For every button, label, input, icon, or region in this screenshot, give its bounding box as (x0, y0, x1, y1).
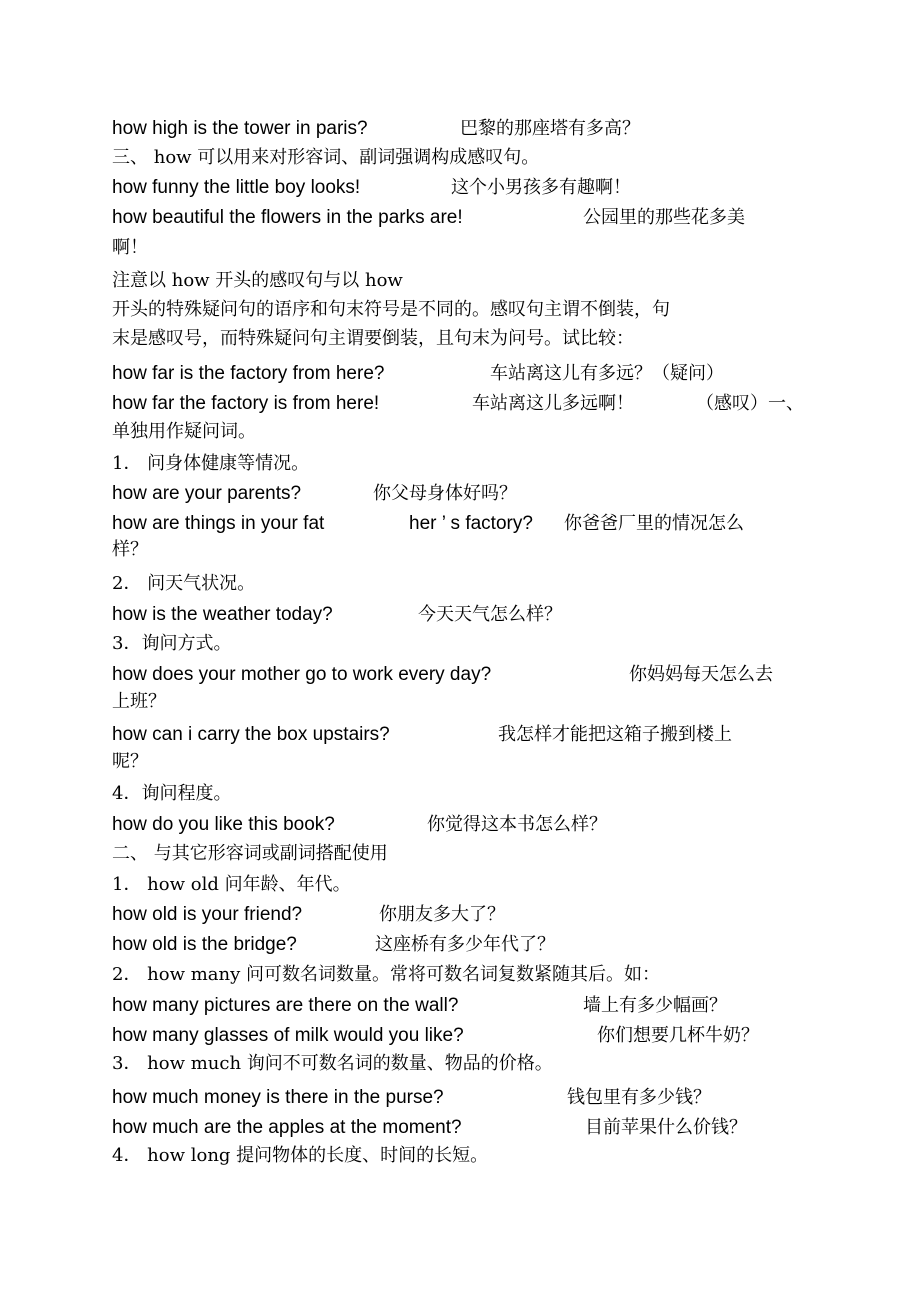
chinese-translation: 你父母身体好吗？ (373, 483, 517, 504)
example-line (112, 1085, 711, 1111)
english-sentence: how are your parents? (112, 483, 302, 504)
text-line: 呢？ (112, 751, 148, 772)
chinese-translation: 你们想要几杯牛奶？ (597, 1025, 759, 1046)
numbered-heading: 4．询问程度。 (112, 783, 232, 804)
example-line (112, 902, 505, 928)
section-heading: 二、 与其它形容词或副词搭配使用 (112, 843, 388, 864)
numbered-heading: 2． 问天气状况。 (112, 573, 256, 594)
text-line: 单独用作疑问词。 (112, 421, 256, 442)
chinese-translation: 我怎样才能把这箱子搬到楼上 (498, 724, 732, 745)
chinese-translation: 车站离这儿多远啊！ (472, 393, 634, 414)
chinese-translation: 这个小男孩多有趣啊！ (451, 177, 631, 198)
example-line (112, 391, 804, 417)
chinese-translation: 公园里的那些花多美 (583, 207, 745, 228)
numbered-heading: 1． 问身体健康等情况。 (112, 453, 310, 474)
text-line: 注意以 how 开头的感叹句与以 how (112, 270, 403, 291)
example-line (112, 511, 744, 537)
english-sentence: how old is the bridge? (112, 934, 297, 955)
english-sentence: how much are the apples at the moment? (112, 1117, 462, 1138)
numbered-heading: 1． how old 问年龄、年代。 (112, 874, 351, 895)
example-line (112, 993, 727, 1019)
chinese-translation: 你朋友多大了？ (379, 904, 505, 925)
chinese-translation: 今天天气怎么样？ (418, 604, 562, 625)
example-line (112, 722, 732, 748)
english-sentence: how many pictures are there on the wall? (112, 995, 459, 1016)
english-sentence: how high is the tower in paris? (112, 118, 368, 139)
example-line (112, 205, 745, 231)
example-line (112, 932, 555, 958)
example-line (112, 662, 773, 688)
example-line (112, 116, 640, 142)
text-line: 样？ (112, 539, 148, 560)
english-sentence: how much money is there in the purse? (112, 1087, 444, 1108)
section-heading: 三、 how 可以用来对形容词、副词强调构成感叹句。 (112, 147, 540, 168)
chinese-translation: 车站离这儿有多远？（疑问） (490, 363, 724, 384)
chinese-translation: 你爸爸厂里的情况怎么 (564, 513, 744, 534)
chinese-translation: 你妈妈每天怎么去 (629, 664, 773, 685)
example-line (112, 602, 562, 628)
english-sentence: how old is your friend? (112, 904, 303, 925)
text-line: 开头的特殊疑问句的语序和句末符号是不同的。感叹句主谓不倒装，句 (112, 299, 670, 320)
english-sentence: how are things in your fat (112, 513, 325, 534)
example-line (112, 1023, 759, 1049)
numbered-heading: 3． how much 询问不可数名词的数量、物品的价格。 (112, 1053, 553, 1074)
english-sentence: how far is the factory from here? (112, 363, 385, 384)
chinese-translation: 你觉得这本书怎么样？ (427, 814, 607, 835)
english-sentence: how many glasses of milk would you like? (112, 1025, 464, 1046)
numbered-heading: 2． how many 问可数名词数量。常将可数名词复数紧随其后。如： (112, 964, 661, 985)
example-line (112, 1115, 747, 1141)
annotation-text: （感叹）一、 (696, 393, 804, 414)
english-sentence-continued: her ’ s factory? (409, 513, 533, 534)
english-sentence: how does your mother go to work every day? (112, 664, 492, 685)
chinese-translation: 墙上有多少幅画？ (583, 995, 727, 1016)
numbered-heading: 4． how long 提问物体的长度、时间的长短。 (112, 1145, 489, 1166)
english-sentence: how funny the little boy looks! (112, 177, 361, 198)
text-line: 末是感叹号，而特殊疑问句主谓要倒装，且句末为问号。试比较： (112, 328, 634, 349)
example-line (112, 812, 607, 838)
english-sentence: how beautiful the flowers in the parks are! (112, 207, 463, 228)
english-sentence: how far the factory is from here! (112, 393, 380, 414)
example-line (112, 175, 631, 201)
text-line: 啊！ (112, 237, 148, 258)
text-line: 上班？ (112, 691, 166, 712)
numbered-heading: 3．询问方式。 (112, 633, 232, 654)
chinese-translation: 巴黎的那座塔有多高？ (460, 118, 640, 139)
english-sentence: how do you like this book? (112, 814, 335, 835)
chinese-translation: 这座桥有多少年代了？ (375, 934, 555, 955)
example-line (112, 361, 724, 387)
chinese-translation: 目前苹果什么价钱？ (585, 1117, 747, 1138)
example-line (112, 481, 517, 507)
english-sentence: how can i carry the box upstairs? (112, 724, 390, 745)
chinese-translation: 钱包里有多少钱？ (567, 1087, 711, 1108)
english-sentence: how is the weather today? (112, 604, 333, 625)
